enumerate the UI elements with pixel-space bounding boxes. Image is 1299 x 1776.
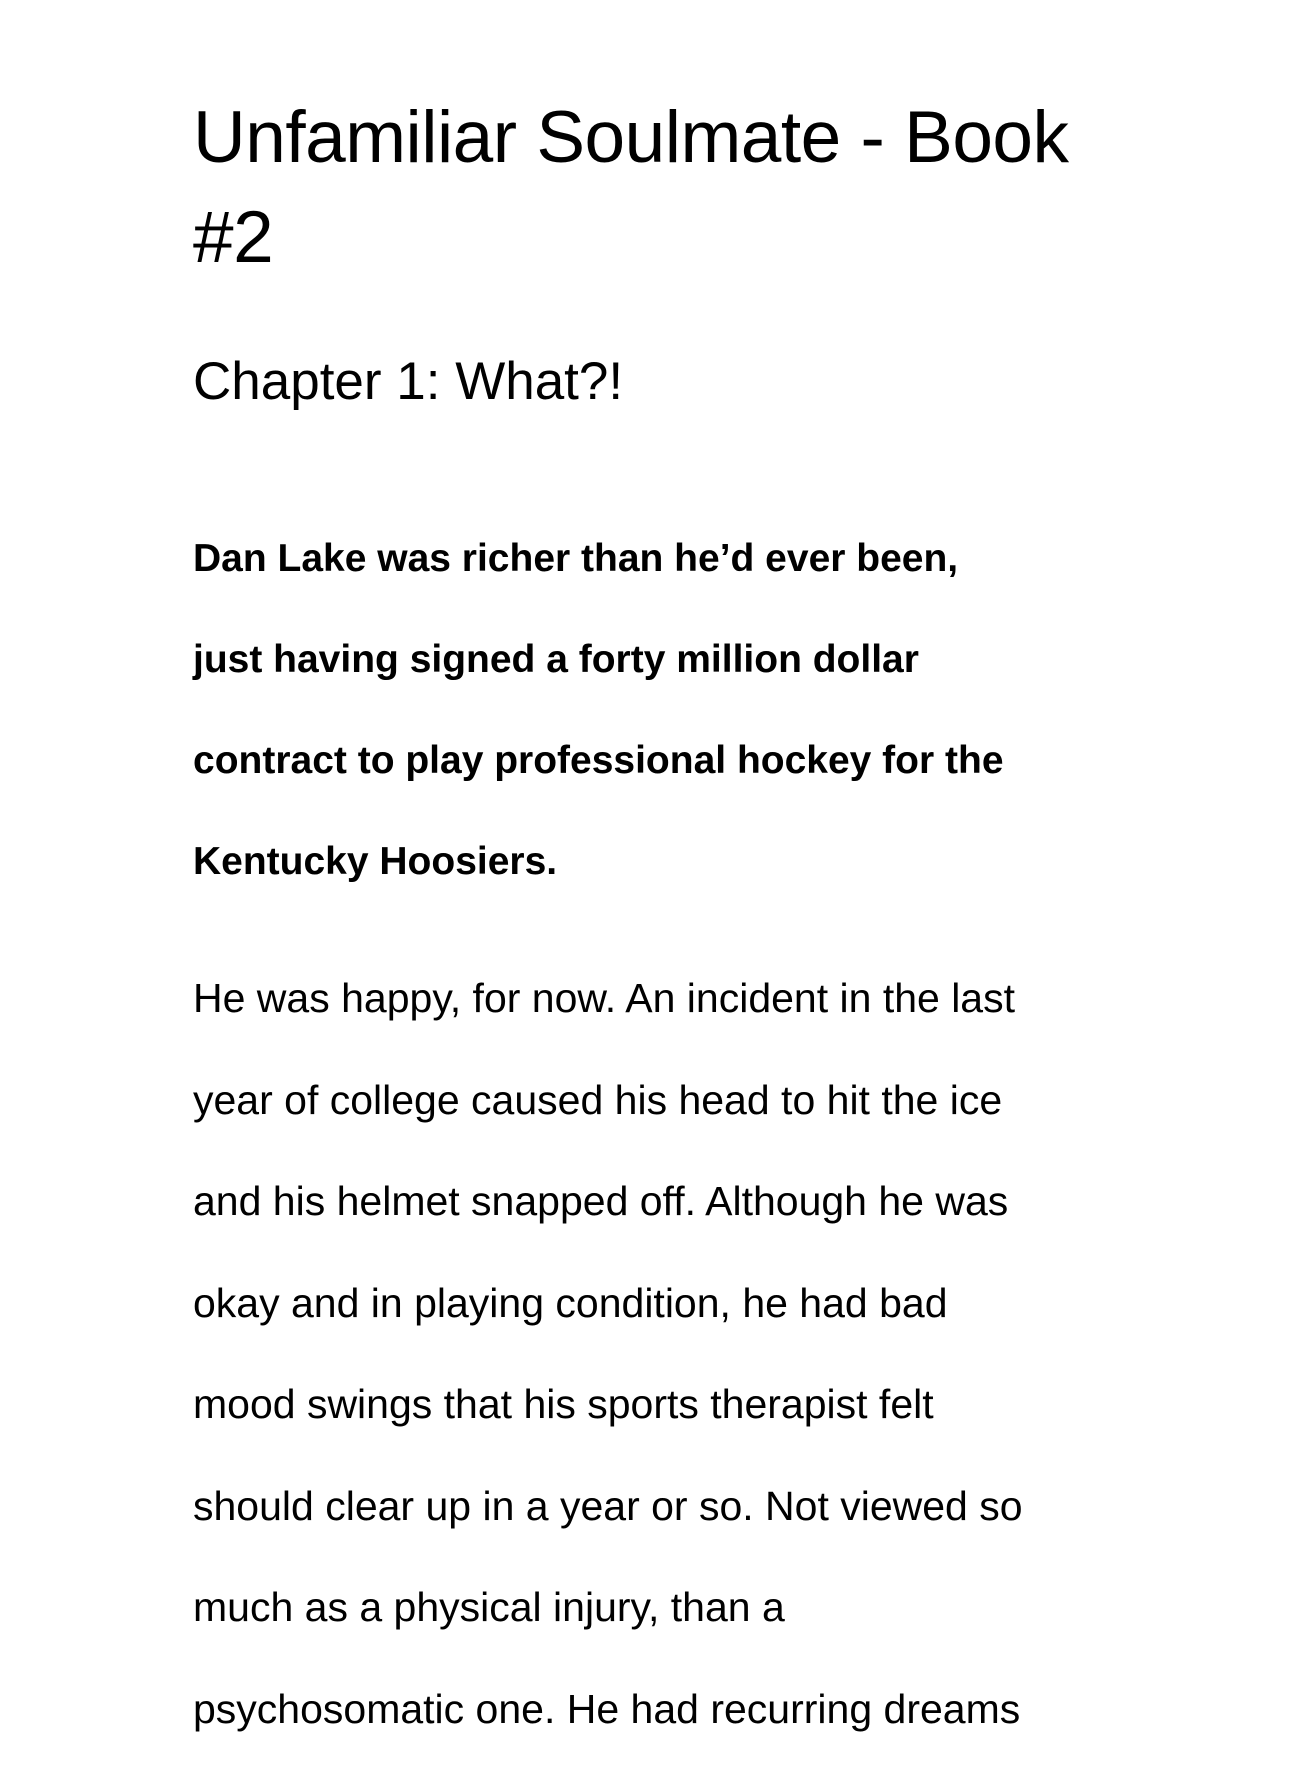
body-paragraph-line: year of college caused his head to hit the ice [193,1076,1003,1123]
body-paragraph-line: mood swings that his sports therapist felt [193,1381,934,1427]
body-paragraph-line: psychosomatic one. He had recurring dreams [193,1685,1021,1732]
body-paragraph [193,948,1133,1760]
book-title [193,88,1133,288]
lead-paragraph [193,508,1133,912]
lead-paragraph-line: contract to play professional hockey for the [193,739,1004,782]
body-paragraph-line: okay and in playing condition, he had bad [193,1279,948,1326]
lead-paragraph-line: Dan Lake was richer than he’d ever been, [193,537,959,580]
body-paragraph-line: much as a physical injury, than a [193,1584,785,1630]
lead-paragraph-line: just having signed a forty million dollar [193,638,919,681]
book-title-line: Unfamiliar Soulmate - Book [193,97,1069,178]
body-paragraph-line: should clear up in a year or so. Not viewed so [193,1482,1023,1529]
chapter-title: Chapter 1: What?! [193,352,624,411]
lead-paragraph-line: Kentucky Hoosiers. [193,840,558,883]
body-paragraph-line: He was happy, for now. An incident in the last [193,975,1016,1021]
body-paragraph-line: and his helmet snapped off. Although he was [193,1178,1009,1224]
book-title-line: #2 [193,197,274,278]
